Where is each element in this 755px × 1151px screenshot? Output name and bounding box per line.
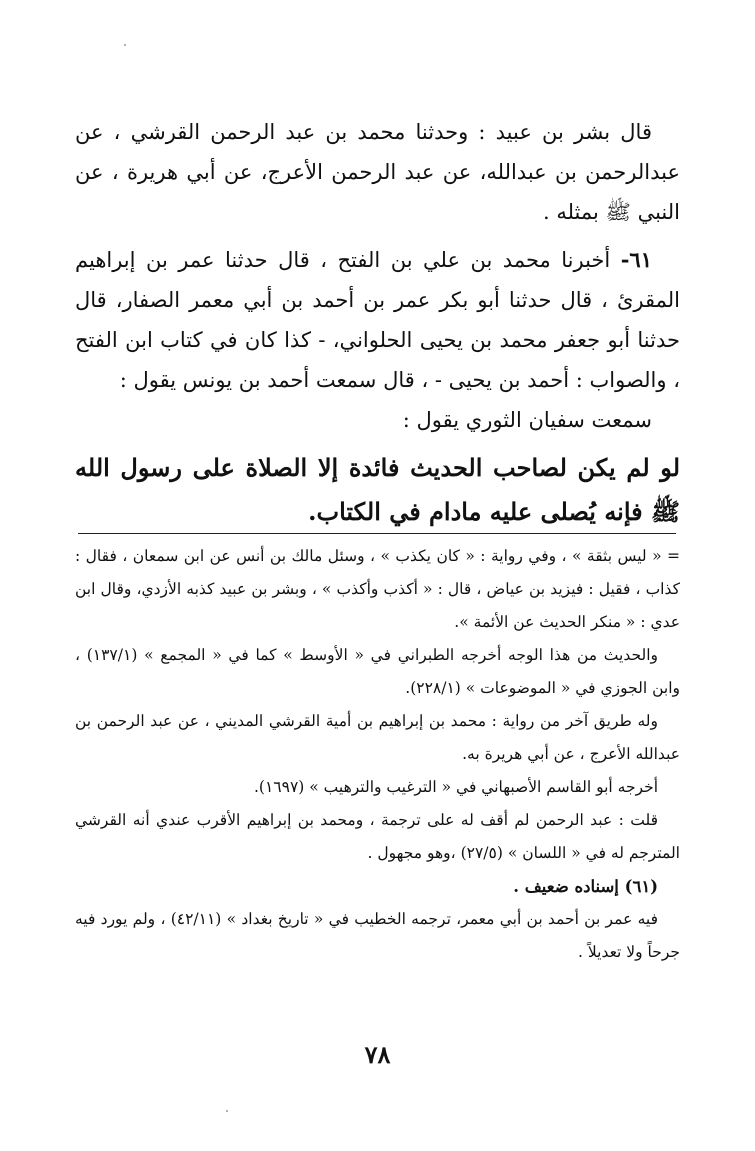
- hadith-61-text: أخبرنا محمد بن علي بن الفتح ، قال حدثنا عمر بن إبراهيم المقرئ ، قال حدثنا أبو بكر عمر بن أحمد بن أبي معمر الصفار، قال حدثنا أبو جعفر محمد بن يحيى الحلواني، - كذا كان في كتاب ابن الفتح ، والصواب : أحمد بن يحيى - ، قال سمعت أحمد بن يونس يقول :: [75, 248, 680, 392]
- footnote-continuation: = « ليس بثقة » ، وفي رواية : « كان يكذب » ، وسئل مالك بن أنس عن ابن سمعان ، فقال : كذاب ، فقيل : فيزيد بن عياض ، قال : « أكذب وأكذب » ، وبشر بن عبيد كذبه الأزدي، وقال ابن عدي : « منكر الحديث عن الأئمة ».: [75, 547, 680, 631]
- hadith-number: ٦١-: [620, 247, 652, 272]
- paragraph-hadith-61: [75, 240, 680, 400]
- footnote-divider: [78, 533, 676, 534]
- page-number: ٧٨: [364, 1040, 391, 1069]
- paragraph-hadith-chain-1: قال بشر بن عبيد : وحدثنا محمد بن عبد الرحمن القرشي ، عن عبدالرحمن بن عبدالله، عن عبد الرحمن الأعرج، عن أبي هريرة ، عن النبي ﷺ بمثله .: [75, 120, 680, 224]
- footnote-isbahani: أخرجه أبو القاسم الأصبهاني في « الترغيب والترهيب » (١٦٩٧).: [254, 778, 658, 796]
- scan-speck: [124, 44, 126, 46]
- footnotes: [75, 540, 680, 969]
- footnote-61-text: فيه عمر بن أحمد بن أبي معمر، ترجمه الخطيب في « تاريخ بغداد » (٤٢/١١) ، ولم يورد فيه جرحاً ولا تعديلاً .: [75, 910, 680, 961]
- paragraph-narrator: سمعت سفيان الثوري يقول :: [402, 408, 652, 432]
- footnote-other-route: وله طريق آخر من رواية : محمد بن إبراهيم بن أمية القرشي المديني ، عن عبد الرحمن بن عبدالله الأعرج ، عن أبي هريرة به.: [75, 712, 680, 763]
- main-text: [75, 112, 680, 534]
- footnote-takhrij: والحديث من هذا الوجه أخرجه الطبراني في « الأوسط » كما في « المجمع » (١٣٧/١) ، وابن الجوزي في « الموضوعات » (٢٢٨/١).: [75, 646, 680, 697]
- quote-bold: لو لم يكن لصاحب الحديث فائدة إلا الصلاة على رسول الله ﷺ فإنه يُصلى عليه مادام في الكتاب.: [75, 453, 680, 526]
- scan-speck: [226, 1110, 228, 1112]
- footnote-comment: قلت : عبد الرحمن لم أقف له على ترجمة ، ومحمد بن إبراهيم الأقرب عندي أنه القرشي المترجم له في « اللسان » (٢٧/٥) ،وهو مجهول .: [75, 811, 680, 862]
- footnote-61-heading: (٦١) إسناده ضعيف .: [513, 877, 658, 896]
